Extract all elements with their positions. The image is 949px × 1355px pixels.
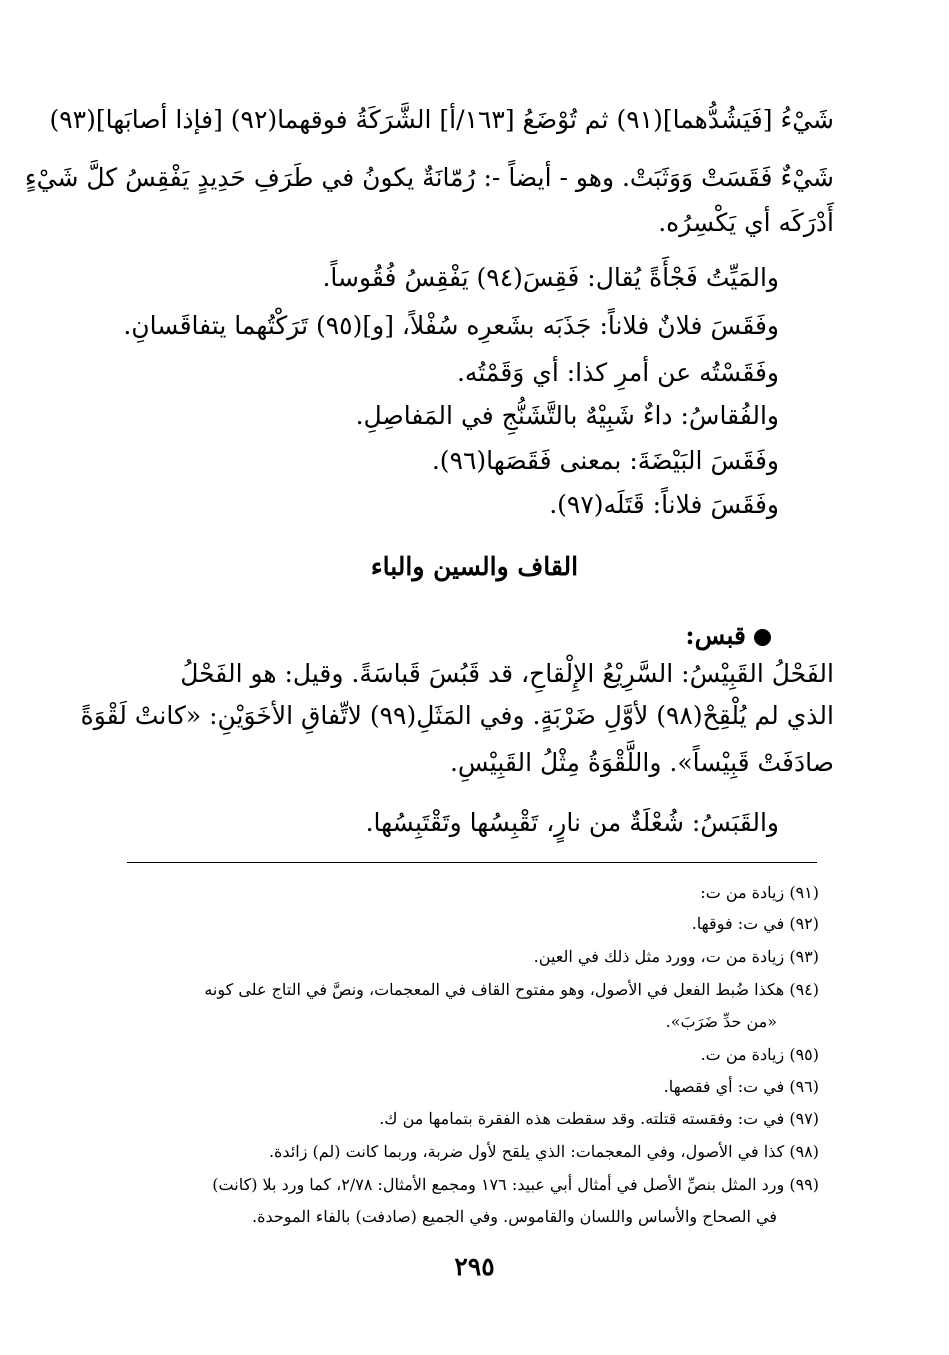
definition-line: وفَقَسْتُه عن أمرِ كذا: أي وَقَمْتُه. <box>456 358 779 387</box>
footnote-99: (٩٩) ورد المثل بنصِّ الأصل في أمثال أبي عبيد: ١٧٦ ومجمع الأمثال: ٢/٧٨، كما ورد بلا (كانت) <box>212 1175 819 1194</box>
footnote-96: (٩٦) في ت: أي فقصها. <box>663 1077 819 1096</box>
entry-title-text: قبس: <box>685 621 746 650</box>
definition-line: والمَيِّتُ فَجْأَةً يُقال: فَقِسَ(٩٤) يَفْقِسُ فُقُوساً. <box>322 263 779 292</box>
continuation-line-3: أَدْرَكَه أي يَكْسِرُه. <box>658 208 834 237</box>
page-number: ٢٩٥ <box>454 1252 495 1281</box>
section-heading: القاف والسين والباء <box>370 552 579 581</box>
footnote-94: (٩٤) هكذا ضُبط الفعل في الأصول، وهو مفتوح القاف في المعجمات، ونصَّ في التاج على كونه <box>204 980 819 999</box>
footnote-93: (٩٣) زيادة من ت، وورد مثل ذلك في العين. <box>533 947 819 966</box>
definition-line: وفَقَسَ فلاناً: قَتَلَه(٩٧). <box>549 490 779 519</box>
continuation-line-2: شَيْءٌ فَقَسَتْ وَوَثَبَتْ. وهو - أيضاً -: رُمّانَةٌ يكونُ في طَرَفِ حَدِيدٍ يَفْقِسُ كلَّ شَيْءٍ <box>24 163 834 192</box>
bullet-icon <box>754 629 771 646</box>
footnote-91: (٩١) زيادة من ت: <box>700 883 819 902</box>
definition-line: والفُقاسُ: داءٌ شَبِيْهٌ بالتَّشَنُّجِ في المَفاصِلِ. <box>355 401 779 430</box>
continuation-line-1: شَيْءُ [فَيَشُدُّهما](٩١) ثم تُوْضَعُ [١٦٣/أ] الشَّرَكَةُ فوقهما(٩٢) [فإذا أصابَها](٩٣) <box>49 105 834 134</box>
footnote-98: (٩٨) كذا في الأصول، وفي المعجمات: الذي يلقح لأول ضربة، وربما كانت (لم) زائدة. <box>268 1142 819 1161</box>
footnote-95: (٩٥) زيادة من ت. <box>700 1045 819 1064</box>
footnote-92: (٩٢) في ت: فوقها. <box>691 914 819 933</box>
footnote-99-continued: في الصحاح والأساس واللسان والقاموس. وفي الجميع (صادفت) بالفاء الموحدة. <box>252 1207 777 1226</box>
entry-paragraph-line-2: الذي لم يُلْقِحْ(٩٨) لأوَّلِ ضَرْبَةٍ. وفي المَثَلِ(٩٩) لاتِّفاقِ الأخَوَيْنِ: «كانتْ لَقْوَةً <box>80 701 834 730</box>
definition-line: وفَقَسَ البَيْضَةَ: بمعنى فَقَصَها(٩٦). <box>431 446 779 475</box>
footnote-94-continued: «من حدِّ ضَرَبَ». <box>665 1012 777 1031</box>
entry-last-line: والقَبَسُ: شُعْلَةٌ من نارٍ، تَقْبِسُها وتَقْتَبِسُها. <box>365 808 779 837</box>
footnote-97: (٩٧) في ت: وفقسته قتلته. وقد سقطت هذه الفقرة بتمامها من ك. <box>379 1109 819 1128</box>
definition-line: وفَقَسَ فلانٌ فلاناً: جَذَبَه بشَعرِه سُفْلاً، [و](٩٥) تَرَكْتُهما يتفاقَسانِ. <box>123 311 779 340</box>
entry-paragraph-line-3: صادَفَتْ قَبِيْساً». واللَّقْوَةُ مِثْلُ القَبِيْسِ. <box>449 748 834 777</box>
entry-paragraph-line-1: الفَحْلُ القَبِيْسُ: السَّرِيْعُ الإِلْقاحِ، قد قَبُسَ قَباسَةً. وقيل: هو الفَحْلُ <box>180 659 834 688</box>
entry-title <box>685 621 771 650</box>
footnote-divider <box>127 862 817 863</box>
